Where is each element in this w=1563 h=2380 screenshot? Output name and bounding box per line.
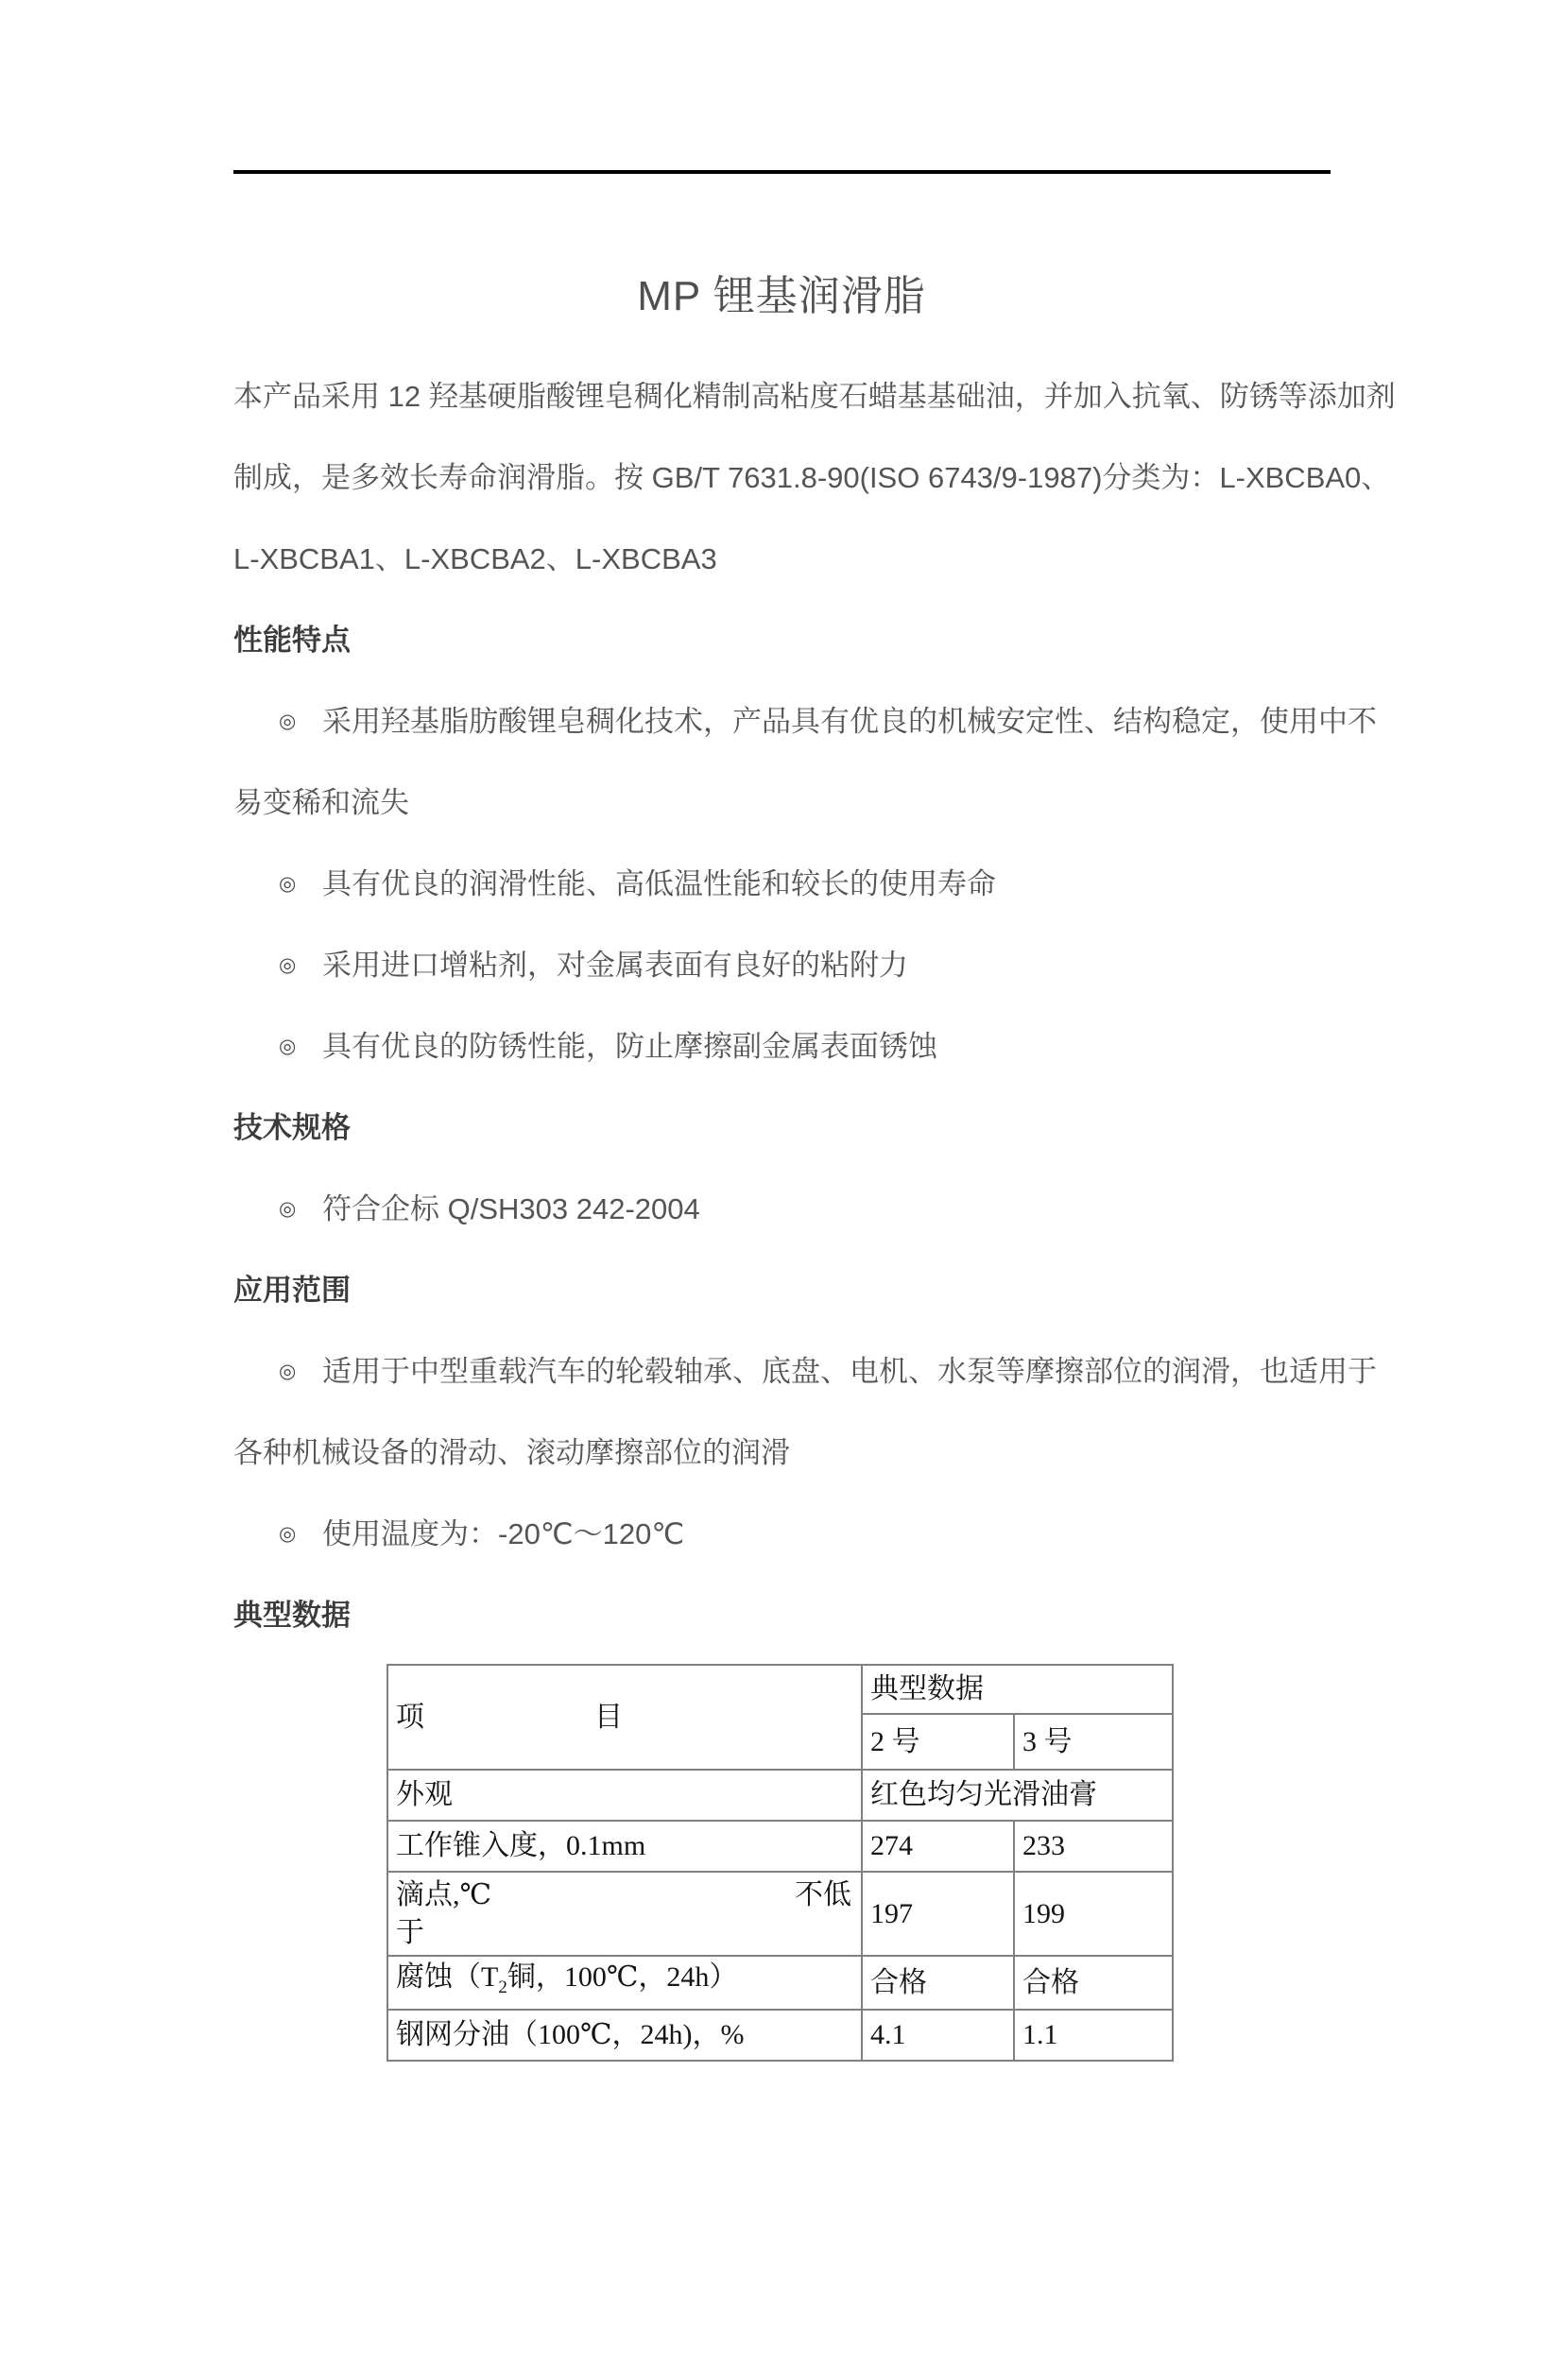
intro-line: L-XBCBA1、L-XBCBA2、L-XBCBA3 bbox=[233, 542, 717, 575]
table-cell-value: 233 bbox=[1014, 1821, 1173, 1872]
intro-paragraph bbox=[233, 356, 1396, 600]
list-item bbox=[233, 844, 1330, 925]
bullet-icon: ◎ bbox=[279, 1036, 297, 1057]
table-cell-label: 工作锥入度，0.1mm bbox=[387, 1821, 862, 1872]
drop-point-label: 滴点,℃ bbox=[396, 1878, 492, 1910]
bullet-icon: ◎ bbox=[279, 1198, 297, 1220]
table-row bbox=[387, 1956, 1173, 2010]
table-cell-value: 4.1 bbox=[862, 2010, 1014, 2061]
table-cell-group-header: 典型数据 bbox=[862, 1665, 1173, 1714]
list-item bbox=[233, 1494, 1330, 1575]
list-item-continuation: 各种机械设备的滑动、滚动摩擦部位的润滑 bbox=[233, 1436, 790, 1469]
section-typical-data bbox=[233, 1575, 1330, 2062]
section-application bbox=[233, 1250, 1377, 1575]
section-performance bbox=[233, 600, 1377, 1087]
table-cell-label: 腐蚀（$T_2$铜，100℃，24h） bbox=[387, 1956, 862, 2010]
table-cell-value: 合格 bbox=[862, 1956, 1014, 2010]
table-cell-col3-header: 3 号 bbox=[1014, 1714, 1173, 1770]
bullet-icon: ◎ bbox=[279, 711, 297, 732]
table-cell-col2-header: 2 号 bbox=[862, 1714, 1014, 1770]
section-spec bbox=[233, 1087, 1330, 1250]
header-divider-line bbox=[233, 170, 1331, 174]
subscript: 2 bbox=[498, 1978, 507, 1997]
section-heading-typical: 典型数据 bbox=[233, 1599, 351, 1632]
table-row bbox=[387, 1821, 1173, 1872]
list-item-text: 使用温度为：-20℃～120℃ bbox=[322, 1517, 685, 1550]
typical-data-table bbox=[386, 1664, 1174, 2062]
list-item bbox=[233, 925, 1330, 1006]
drop-point-qualifier: 不低 bbox=[795, 1878, 851, 1910]
table-cell-label: 钢网分油（100℃，24h)，% bbox=[387, 2010, 862, 2061]
table-row bbox=[387, 1665, 1173, 1714]
bullet-icon: ◎ bbox=[279, 1523, 297, 1545]
intro-line: 制成，是多效长寿命润滑脂。按 GB/T 7631.8-90(ISO 6743/9-1987)分类为：L-XBCBA0、 bbox=[233, 461, 1391, 494]
bullet-icon: ◎ bbox=[279, 954, 297, 976]
table-cell-value: 274 bbox=[862, 1821, 1014, 1872]
list-item-text: 具有优良的防锈性能，防止摩擦副金属表面锈蚀 bbox=[322, 1030, 937, 1063]
list-item-continuation: 易变稀和流失 bbox=[233, 786, 409, 819]
list-item bbox=[233, 681, 1377, 762]
section-heading-spec: 技术规格 bbox=[233, 1111, 351, 1144]
list-item bbox=[233, 1006, 1330, 1087]
bullet-icon: ◎ bbox=[279, 873, 297, 895]
table-cell-value: 197 bbox=[862, 1872, 1014, 1956]
list-item bbox=[233, 1331, 1377, 1413]
table-cell-item-header: 项 目 bbox=[387, 1665, 862, 1770]
list-item-text: 适用于中型重载汽车的轮毂轴承、底盘、电机、水泵等摩擦部位的润滑，也适用于 bbox=[322, 1355, 1377, 1388]
list-item-text: 符合企标 Q/SH303 242-2004 bbox=[322, 1192, 700, 1225]
table-cell-value: 合格 bbox=[1014, 1956, 1173, 2010]
list-item-text: 采用羟基脂肪酸锂皂稠化技术，产品具有优良的机械安定性、结构稳定，使用中不 bbox=[322, 705, 1377, 738]
section-heading-performance: 性能特点 bbox=[233, 624, 351, 657]
drop-point-qualifier-wrap: 于 bbox=[396, 1916, 424, 1948]
table-cell-label bbox=[387, 1872, 862, 1956]
page-title: MP 锂基润滑脂 bbox=[637, 273, 926, 319]
list-item-text: 具有优良的润滑性能、高低温性能和较长的使用寿命 bbox=[322, 867, 996, 900]
table-cell-label: 外观 bbox=[387, 1770, 862, 1821]
table-row bbox=[387, 1872, 1173, 1956]
intro-line: 本产品采用 12 羟基硬脂酸锂皂稠化精制高粘度石蜡基基础油，并加入抗氧、防锈等添加剂 bbox=[233, 380, 1396, 413]
section-heading-application: 应用范围 bbox=[233, 1274, 351, 1307]
bullet-icon: ◎ bbox=[279, 1361, 297, 1382]
list-item bbox=[233, 1169, 1330, 1250]
table-row bbox=[387, 2010, 1173, 2061]
table-cell-value: 199 bbox=[1014, 1872, 1173, 1956]
document-body bbox=[233, 254, 1396, 2062]
table-row bbox=[387, 1770, 1173, 1821]
list-item-text: 采用进口增粘剂，对金属表面有良好的粘附力 bbox=[322, 949, 908, 982]
table-cell-value: 红色均匀光滑油膏 bbox=[862, 1770, 1173, 1821]
table-cell-value: 1.1 bbox=[1014, 2010, 1173, 2061]
